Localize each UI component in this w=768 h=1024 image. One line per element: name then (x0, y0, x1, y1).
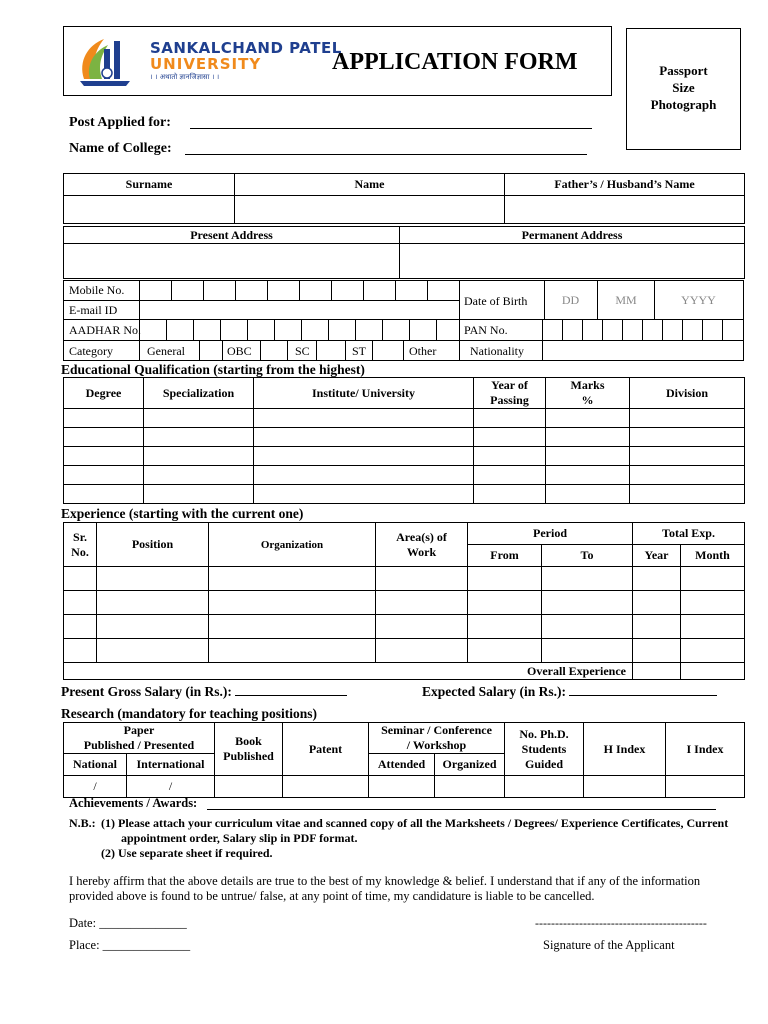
email-input[interactable] (140, 301, 458, 319)
declaration-line-1: I hereby affirm that the above details are true to the best of my knowledge & belief. I understand that if any of the information (69, 874, 701, 888)
header-box (63, 26, 612, 96)
education-table (63, 377, 745, 504)
present-address-header: Present Address (64, 227, 400, 244)
international-input[interactable]: / (127, 776, 215, 798)
note-1-line-1: (1) Please attach your curriculum vitae and scanned copy of all the Marksheets / Degrees/ Experience Certificates, Current (101, 816, 729, 830)
national-header: National (64, 754, 127, 776)
area-of-work-header: Area(s) of Work (376, 523, 468, 567)
permanent-address-header: Permanent Address (400, 227, 745, 244)
post-applied-field[interactable] (190, 128, 592, 129)
organization-header: Organization (209, 523, 376, 567)
category-general-label: General (147, 344, 185, 358)
present-address-input[interactable] (64, 244, 400, 279)
university-logo-icon (74, 31, 136, 89)
table-row[interactable] (64, 485, 745, 504)
national-input[interactable]: / (64, 776, 127, 798)
table-row[interactable] (64, 591, 745, 615)
category-general-checkbox[interactable] (199, 340, 223, 360)
to-header: To (542, 545, 633, 567)
nationality-label: Nationality (470, 344, 524, 358)
date-field[interactable]: Date: ______________ (69, 916, 187, 930)
father-name-header: Father’s / Husband’s Name (505, 174, 745, 196)
university-tagline: । । अथातो ज्ञानजिज्ञासा । । (150, 73, 220, 81)
table-row[interactable] (64, 776, 745, 798)
position-header: Position (97, 523, 209, 567)
overall-year-input[interactable] (633, 663, 681, 680)
nationality-input[interactable] (542, 340, 744, 360)
category-st-label: ST (352, 344, 367, 358)
surname-input[interactable] (64, 196, 235, 224)
table-row[interactable] (64, 409, 745, 428)
photo-label-1: Passport (659, 63, 708, 78)
photo-label-2: Size (672, 80, 695, 95)
paper-header: Paper Published / Presented (64, 723, 215, 754)
seminar-header: Seminar / Conference / Workshop (369, 723, 505, 754)
category-sc-label: SC (295, 344, 310, 358)
experience-title: Experience (starting with the current one) (61, 506, 304, 521)
note-2: (2) Use separate sheet if required. (101, 846, 273, 860)
sr-no-header: Sr. No. (64, 523, 97, 567)
dob-day-input[interactable]: DD (561, 293, 580, 307)
photo-label-3: Photograph (650, 97, 717, 112)
photo-box[interactable] (626, 28, 741, 150)
address-table (63, 226, 745, 279)
research-table (63, 722, 745, 798)
education-title: Educational Qualification (starting from the highest) (61, 362, 365, 377)
nb-label: N.B.: (69, 816, 96, 830)
dob-month-input[interactable]: MM (615, 293, 637, 307)
overall-experience-label: Overall Experience (64, 663, 633, 680)
division-header: Division (630, 378, 745, 409)
book-published-header: Book Published (215, 723, 283, 776)
mobile-label: Mobile No. (69, 283, 125, 297)
declaration-line-2: provided above is found to be untrue/ false, at any point of time, my candidature is liable to be cancelled. (69, 889, 595, 903)
university-name-2: UNIVERSITY (150, 55, 262, 73)
specialization-header: Specialization (144, 378, 254, 409)
note-1-line-2: appointment order, Salary slip in PDF format. (121, 831, 358, 845)
place-field[interactable]: Place: ______________ (69, 938, 191, 952)
signature-label: Signature of the Applicant (543, 938, 675, 952)
post-applied-label: Post Applied for: (69, 115, 171, 130)
table-row[interactable] (64, 615, 745, 639)
marks-header: Marks % (546, 378, 630, 409)
table-row[interactable] (64, 466, 745, 485)
achievements-field[interactable] (207, 809, 716, 810)
expected-salary-field[interactable] (569, 695, 717, 696)
from-header: From (468, 545, 542, 567)
category-st-checkbox[interactable] (372, 340, 404, 360)
pan-digit-boxes[interactable] (542, 319, 743, 340)
surname-header: Surname (64, 174, 235, 196)
present-salary-field[interactable] (235, 695, 347, 696)
category-obc-label: OBC (227, 344, 252, 358)
institute-header: Institute/ University (254, 378, 474, 409)
total-exp-header: Total Exp. (633, 523, 745, 545)
university-name-1: SANKALCHAND PATEL (150, 39, 342, 57)
period-header: Period (468, 523, 633, 545)
form-title: APPLICATION FORM (332, 49, 578, 75)
h-index-header: H Index (584, 723, 666, 776)
overall-month-input[interactable] (681, 663, 745, 680)
email-label: E-mail ID (69, 303, 118, 317)
table-row[interactable] (64, 639, 745, 663)
table-row[interactable] (64, 567, 745, 591)
experience-table (63, 522, 745, 680)
dob-year-input[interactable]: YYYY (681, 293, 716, 307)
phd-students-header: No. Ph.D. Students Guided (505, 723, 584, 776)
name-header: Name (235, 174, 505, 196)
patent-header: Patent (283, 723, 369, 776)
year-passing-header: Year of Passing (474, 378, 546, 409)
college-label: Name of College: (69, 141, 172, 156)
aadhar-digit-boxes[interactable] (139, 319, 459, 340)
college-field[interactable] (185, 154, 587, 155)
category-obc-checkbox[interactable] (260, 340, 288, 360)
table-row[interactable] (64, 428, 745, 447)
month-header: Month (681, 545, 745, 567)
mobile-digit-boxes[interactable] (139, 281, 459, 300)
permanent-address-input[interactable] (400, 244, 745, 279)
father-name-input[interactable] (505, 196, 745, 224)
research-title: Research (mandatory for teaching positions) (61, 706, 317, 721)
pan-label: PAN No. (464, 323, 508, 337)
expected-salary-label: Expected Salary (in Rs.): (422, 684, 717, 700)
names-table (63, 173, 745, 224)
category-sc-checkbox[interactable] (316, 340, 346, 360)
dob-label: Date of Birth (464, 294, 528, 308)
attended-header: Attended (369, 754, 435, 776)
contact-block (63, 280, 744, 361)
name-input[interactable] (235, 196, 505, 224)
year-header: Year (633, 545, 681, 567)
present-salary-label: Present Gross Salary (in Rs.): (61, 684, 347, 700)
international-header: International (127, 754, 215, 776)
aadhar-label: AADHAR No. (69, 323, 141, 337)
degree-header: Degree (64, 378, 144, 409)
table-row[interactable] (64, 447, 745, 466)
achievements-label: Achievements / Awards: (69, 796, 198, 810)
signature-line[interactable]: ------------------------------------------- (535, 916, 707, 930)
category-label: Category (69, 344, 113, 358)
organized-header: Organized (435, 754, 505, 776)
i-index-header: I Index (666, 723, 745, 776)
category-other-label: Other (409, 344, 437, 358)
